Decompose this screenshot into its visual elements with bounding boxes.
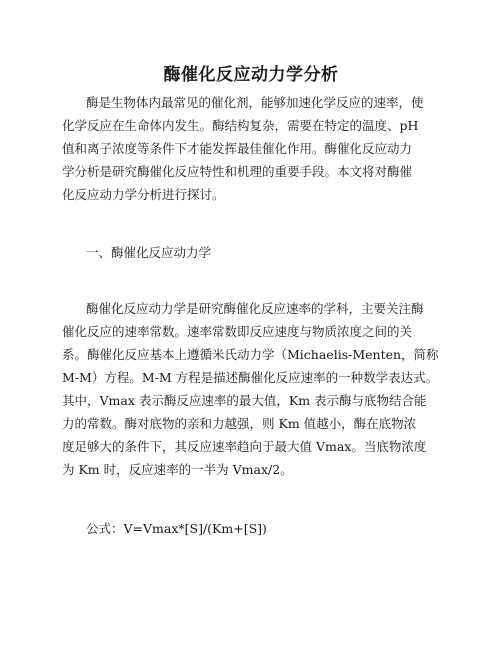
intro-line-3: 值和离子浓度等条件下才能发挥最佳催化作用。酶催化反应动力: [62, 141, 413, 156]
section-line-7: 度足够大的条件下，其反应速率趋向于最大值 Vmax。当底物浓度: [62, 439, 427, 454]
intro-line-1: 酶是生物体内最常见的催化剂，能够加速化学反应的速率，使: [86, 95, 424, 110]
section-line-2: 催化反应的速率常数。速率常数即反应速度与物质浓度之间的关: [62, 324, 413, 339]
section-line-8: 为 Km 时，反应速率的一半为 Vmax/2。: [62, 462, 293, 477]
section-line-5: 其中，Vmax 表示酶反应速率的最大值，Km 表示酶与底物结合能: [62, 393, 427, 408]
section-line-1: 酶催化反应动力学是研究酶催化反应速率的学科，主要关注酶: [86, 301, 424, 316]
intro-line-5: 化反应动力学分析进行探讨。: [62, 187, 225, 202]
document-title: 酶催化反应动力学分析: [163, 65, 339, 85]
intro-line-2: 化学反应在生命体内发生。酶结构复杂，需要在特定的温度、pH: [62, 118, 419, 133]
section-line-3: 系。酶催化反应基本上遵循米氏动力学（Michaelis-Menten，简称: [62, 347, 439, 362]
section-line-6: 力的常数。酶对底物的亲和力越强，则 Km 值越小，酶在底物浓: [62, 416, 417, 431]
formula-text: 公式：V=Vmax*[S]/(Km+[S]): [86, 521, 267, 536]
intro-line-4: 学分析是研究酶催化反应特性和机理的重要手段。本文将对酶催: [62, 164, 413, 179]
section-heading: 一、酶催化反应动力学: [86, 245, 212, 260]
section-line-4: M-M）方程。M-M 方程是描述酶催化反应速率的一种数学表达式。: [62, 370, 439, 385]
